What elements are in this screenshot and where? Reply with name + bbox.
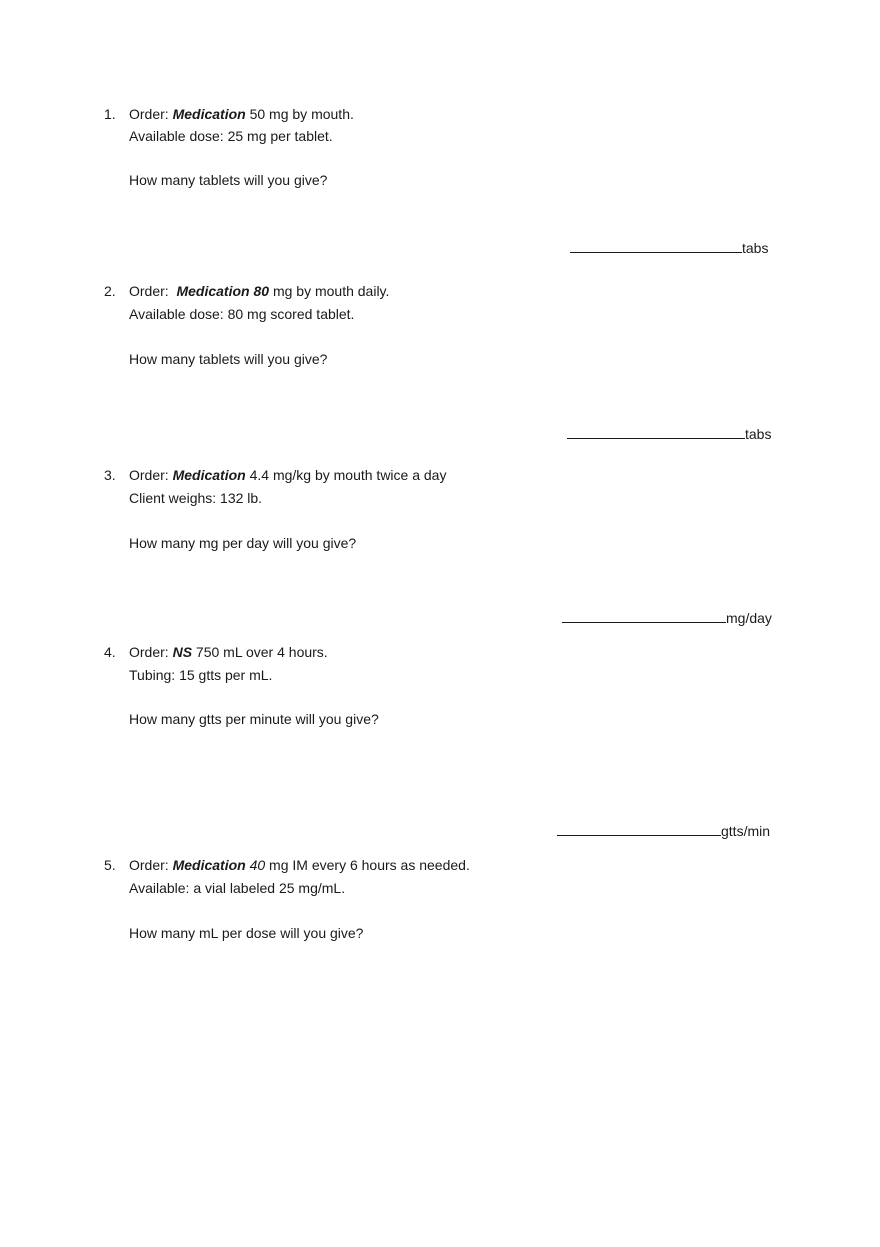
answer-blank[interactable] (570, 238, 742, 253)
order-text: 750 mL over 4 hours. (192, 644, 328, 660)
client-weight: Client weighs: 132 lb. (129, 490, 263, 506)
drug-name: Medication 80 (176, 283, 270, 299)
drug-name: Medication (172, 106, 246, 122)
answer-unit: mg/day (726, 610, 772, 626)
answer-field[interactable] (557, 821, 770, 839)
order-line (129, 644, 328, 660)
answer-blank[interactable] (557, 821, 721, 836)
question-text: How many gtts per minute will you give? (129, 711, 379, 727)
answer-field[interactable] (562, 608, 772, 626)
order-line (129, 467, 446, 483)
question-number: 4. (104, 644, 116, 660)
answer-unit: tabs (745, 426, 772, 442)
available-dose: Available: a vial labeled 25 mg/mL. (129, 880, 346, 896)
order-text: 4.4 mg/kg by mouth twice a day (245, 467, 447, 483)
answer-unit: gtts/min (721, 823, 771, 839)
answer-blank[interactable] (567, 424, 745, 439)
order-text: mg by mouth daily. (269, 283, 390, 299)
tubing-info: Tubing: 15 gtts per mL. (129, 667, 273, 683)
order-label: Order: (129, 283, 177, 299)
answer-unit: tabs (742, 240, 769, 256)
available-dose: Available dose: 25 mg per tablet. (129, 128, 333, 144)
question-number: 1. (104, 106, 116, 122)
question-text: How many mL per dose will you give? (129, 925, 364, 941)
order-label: Order: (129, 106, 173, 122)
order-label: Order: (129, 644, 173, 660)
drug-name: NS (172, 644, 193, 660)
answer-field[interactable] (567, 424, 771, 442)
question-number: 3. (104, 467, 116, 483)
question-text: How many tablets will you give? (129, 172, 328, 188)
available-dose: Available dose: 80 mg scored tablet. (129, 306, 355, 322)
question-text: How many tablets will you give? (129, 351, 328, 367)
question-number: 5. (104, 857, 116, 873)
order-text: 50 mg by mouth. (245, 106, 354, 122)
answer-blank[interactable] (562, 608, 726, 623)
question-number: 2. (104, 283, 116, 299)
order-label: Order: (129, 857, 173, 873)
question-text: How many mg per day will you give? (129, 535, 357, 551)
drug-name: Medication (172, 467, 246, 483)
drug-name: Medication (172, 857, 246, 873)
answer-field[interactable] (570, 238, 768, 256)
order-line (129, 857, 470, 873)
order-label: Order: (129, 467, 173, 483)
order-line (129, 283, 389, 299)
drug-dose: 40 (249, 857, 266, 873)
order-text: mg IM every 6 hours as needed. (265, 857, 470, 873)
order-line (129, 106, 354, 122)
